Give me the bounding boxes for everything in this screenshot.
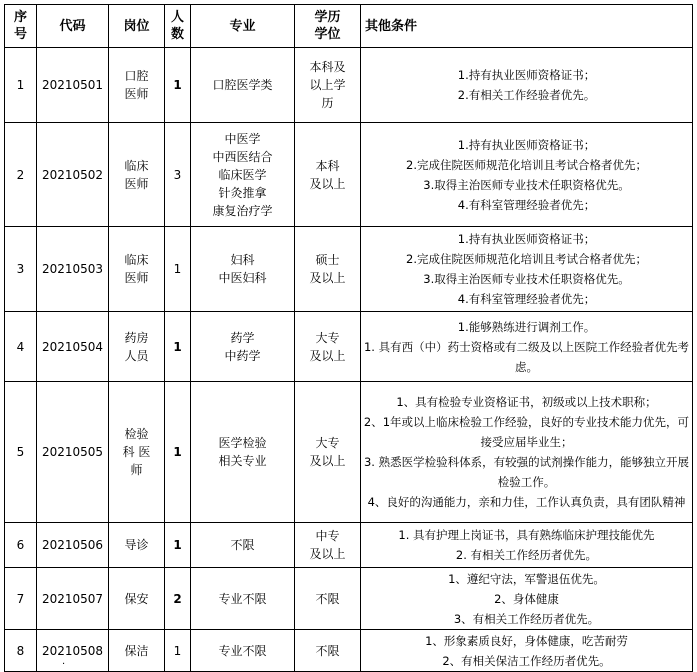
header-degree: 学历 学位	[295, 5, 361, 48]
row-major: 不限	[191, 523, 295, 568]
row-post: 药房 人员	[109, 312, 165, 382]
row-requirements: 1、形象素质良好，身体健康，吃苦耐劳 2、有相关保洁工作经历者优先。	[361, 630, 693, 672]
row-code: 20210501	[37, 48, 109, 123]
row-major: 口腔医学类	[191, 48, 295, 123]
row-major: 妇科 中医妇科	[191, 227, 295, 312]
row-count: 1	[165, 382, 191, 523]
table-row	[5, 227, 693, 312]
row-code: 20210506	[37, 523, 109, 568]
row-post: 保安	[109, 568, 165, 630]
row-no: 8	[5, 630, 37, 672]
row-degree: 大专 及以上	[295, 312, 361, 382]
row-degree: 硕士 及以上	[295, 227, 361, 312]
row-post: 检验 科 医 师	[109, 382, 165, 523]
row-requirements: 1. 具有护理上岗证书，具有熟练临床护理技能优先 2. 有相关工作经历者优先。	[361, 523, 693, 568]
table-row	[5, 568, 693, 630]
row-degree: 大专 及以上	[295, 382, 361, 523]
row-major: 专业不限	[191, 630, 295, 672]
row-code: 20210507	[37, 568, 109, 630]
row-requirements: 1.持有执业医师资格证书； 2.完成住院医师规范化培训且考试合格者优先； 3.取得主治医师专业技术任职资格优先。 4.有科室管理经验者优先；	[361, 123, 693, 227]
row-major: 药学 中药学	[191, 312, 295, 382]
row-requirements: 1.能够熟练进行调剂工作。 1. 具有西（中）药士资格或有二级及以上医院工作经验者优先考虑。	[361, 312, 693, 382]
header-count: 人 数	[165, 5, 191, 48]
row-code: 20210504	[37, 312, 109, 382]
row-no: 1	[5, 48, 37, 123]
row-count: 1	[165, 630, 191, 672]
row-no: 7	[5, 568, 37, 630]
header-code: 代码	[37, 5, 109, 48]
row-no: 4	[5, 312, 37, 382]
footnote-mark: ·	[62, 659, 66, 670]
row-no: 2	[5, 123, 37, 227]
row-no: 3	[5, 227, 37, 312]
row-degree: 不限	[295, 568, 361, 630]
row-post: 导诊	[109, 523, 165, 568]
row-post: 口腔 医师	[109, 48, 165, 123]
header-post: 岗位	[109, 5, 165, 48]
row-degree: 中专 及以上	[295, 523, 361, 568]
row-no: 6	[5, 523, 37, 568]
table-row	[5, 123, 693, 227]
header-major: 专业	[191, 5, 295, 48]
row-count: 1	[165, 227, 191, 312]
row-requirements: 1、具有检验专业资格证书，初级或以上技术职称； 2、1年或以上临床检验工作经验，良好的专业技术能力优先，可接受应届毕业生； 3. 熟悉医学检验科体系，有较强的试剂操作能力，能够独立开展检验工作。 4、良好的沟通能力，亲和力佳，工作认真负责，具有团队精神	[361, 382, 693, 523]
table-row	[5, 312, 693, 382]
row-count: 1	[165, 312, 191, 382]
table-row	[5, 382, 693, 523]
header-row	[5, 5, 693, 48]
row-requirements: 1、遵纪守法，军警退伍优先。 2、身体健康 3、有相关工作经历者优先。	[361, 568, 693, 630]
row-degree: 不限	[295, 630, 361, 672]
row-code: 20210503	[37, 227, 109, 312]
row-major: 中医学 中西医结合 临床医学 针灸推拿 康复治疗学	[191, 123, 295, 227]
row-no: 5	[5, 382, 37, 523]
row-requirements: 1.持有执业医师资格证书； 2.完成住院医师规范化培训且考试合格者优先； 3.取得主治医师专业技术任职资格优先。 4.有科室管理经验者优先；	[361, 227, 693, 312]
row-post: 保洁	[109, 630, 165, 672]
row-count: 1	[165, 523, 191, 568]
row-code: 20210505	[37, 382, 109, 523]
row-major: 专业不限	[191, 568, 295, 630]
row-count: 1	[165, 48, 191, 123]
row-code: 20210508	[37, 630, 109, 672]
row-post: 临床 医师	[109, 123, 165, 227]
row-code: 20210502	[37, 123, 109, 227]
row-degree: 本科及 以上学 历	[295, 48, 361, 123]
table-row	[5, 48, 693, 123]
header-no: 序 号	[5, 5, 37, 48]
row-post: 临床 医师	[109, 227, 165, 312]
table-row	[5, 523, 693, 568]
header-other: 其他条件	[361, 5, 693, 48]
row-count: 3	[165, 123, 191, 227]
row-count: 2	[165, 568, 191, 630]
row-major: 医学检验 相关专业	[191, 382, 295, 523]
table-row	[5, 630, 693, 672]
row-degree: 本科 及以上	[295, 123, 361, 227]
recruitment-table	[4, 4, 693, 672]
row-requirements: 1.持有执业医师资格证书； 2.有相关工作经验者优先。	[361, 48, 693, 123]
